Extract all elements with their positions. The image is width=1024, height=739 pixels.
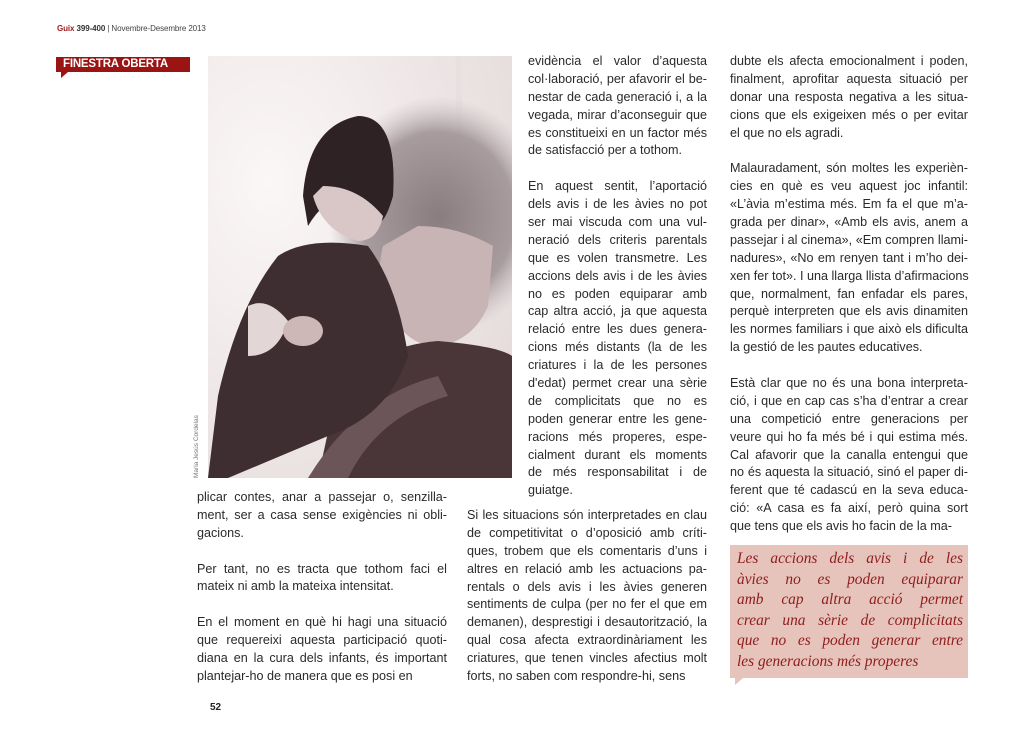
pull-quote-line: crear una sèrie de complicitats — [737, 611, 963, 629]
text-line: racions més properes, espe- — [528, 429, 707, 444]
text-line: que requereixi aquesta participació quoti- — [197, 633, 447, 648]
text-line: que tens que els avis ho facin de la ma- — [730, 519, 952, 534]
text-line: poden generar entre les gene- — [528, 411, 707, 426]
paragraph — [528, 53, 707, 160]
text-line: Està clar que no és una bona interpreta- — [730, 376, 968, 391]
text-line: passejar i al cinema», «Em compren llami- — [730, 232, 968, 247]
text-line: finalment, aprofitar aquesta situació per — [730, 71, 968, 86]
text-line: cies en què es veu aquest joc infantil: — [730, 179, 968, 194]
paragraph — [197, 489, 447, 543]
pull-quote-line: Les accions dels avis i de les — [737, 550, 963, 567]
photo-illustration — [208, 56, 512, 478]
text-line: d'edat) permet crear una sèrie — [528, 376, 707, 391]
text-line: de més responsabilitat i de — [528, 465, 707, 480]
text-line: altres en relació amb les actuacions pa- — [467, 561, 707, 576]
text-line: de satisfacció per a tothom. — [528, 143, 683, 158]
text-line: ferent que té cadascú en la seva educa- — [730, 483, 968, 498]
paragraph — [730, 160, 968, 357]
text-line: grada per dinar», «Amb els avis, anem a — [730, 215, 968, 230]
text-line: cions que els exigeixen més o per evitar — [730, 107, 968, 122]
text-line: qual cosa afecta extraordinàriament les — [467, 633, 707, 648]
text-line: el que no els agradi. — [730, 125, 844, 140]
text-line: sentiments de culpa (per no fer el que em — [467, 597, 707, 612]
text-line: «L’àvia m’estima més. Em fa el que m’a- — [730, 197, 968, 212]
header-separator: | — [105, 24, 112, 33]
text-line: es constitueixi en un factor més — [528, 125, 707, 140]
text-line: donar una resposta negativa a les situa- — [730, 89, 968, 104]
photo-grandmother-child — [208, 56, 512, 478]
text-line: forts, no saben com respondre-hi, sens — [467, 669, 686, 684]
text-line: accions dels avis i de les àvies — [528, 268, 707, 283]
text-line: plicar contes, anar a passejar o, senzilla- — [197, 490, 447, 504]
text-line: gacions. — [197, 525, 244, 540]
text-line: guiatge. — [528, 483, 573, 498]
text-line: que, normalment, fan enfadar els pares, — [730, 286, 968, 301]
text-line: criatures, que tenen vincles afectius molt — [467, 651, 707, 666]
issue-date: Novembre-Desembre 2013 — [111, 24, 206, 33]
text-line: relació entre les dues genera- — [528, 322, 707, 337]
pull-quote-text — [737, 549, 963, 673]
banner-tail — [61, 72, 68, 78]
text-line: ció: «A casa es fa així, però quina sort — [730, 501, 968, 516]
text-line: En aquest sentit, l’aportació — [528, 179, 707, 194]
text-line: evidència el valor d’aquesta — [528, 54, 707, 68]
text-line: vegada, mirar d’aconseguir que — [528, 107, 707, 122]
text-line: cap altra acció, ja que aquesta — [528, 304, 707, 319]
text-line: cialment durant els moments — [528, 447, 707, 462]
section-banner — [56, 57, 190, 72]
text-line: ser mai viscuda com una vul- — [528, 215, 707, 230]
text-line: dels avis i de les àvies no pot — [528, 197, 707, 212]
photo-credit: Maria Jesús Cordelas — [193, 415, 200, 478]
text-line: Si les situacions són interpretades en clau — [467, 508, 707, 522]
pull-quote-line: amb cap altra acció permet — [737, 591, 963, 609]
text-line: nadures», «No em renyen tant i m’ho dei- — [730, 250, 968, 265]
text-line: En el moment en què hi hagi una situació — [197, 615, 447, 630]
running-header — [57, 24, 206, 33]
text-line: les normes familiars i que això els dificulta — [730, 322, 968, 337]
text-line: no és aquesta la situació, sinó el paper di- — [730, 465, 968, 480]
text-column-2-bottom — [467, 507, 707, 686]
issue-number: 399-400 — [76, 24, 106, 33]
text-line: que es volen transmetre. Les — [528, 250, 707, 265]
pull-quote-tail — [735, 678, 743, 685]
pull-quote — [730, 545, 968, 678]
text-line: una competició entre generacions per — [730, 411, 968, 426]
text-line: veure qui ho fa més bé i qui estima més. — [730, 429, 968, 444]
pull-quote-line: les generacions més properes — [737, 652, 919, 670]
text-column-2-top — [528, 53, 707, 500]
text-line: demanen), desprestigi i desautorització, la — [467, 615, 707, 630]
magazine-name: Guix — [57, 24, 75, 33]
section-label: FINESTRA OBERTA — [63, 58, 168, 70]
text-line: Malauradament, són moltes les experièn- — [730, 161, 968, 176]
text-line: dubte els afecta emocionalment i poden, — [730, 54, 968, 68]
text-line: la gestió de les pautes educatives. — [730, 340, 923, 355]
text-line: rentals o dels avis i les àvies generen — [467, 579, 707, 594]
pull-quote-line: àvies no es poden equiparar — [737, 570, 963, 588]
text-line: no es poden equiparar amb — [528, 286, 707, 301]
text-line: xen fer tot». I una llarga llista d’afirmacions — [730, 268, 969, 283]
text-line: de complicitats que no es — [528, 393, 707, 408]
paragraph — [197, 614, 447, 686]
text-column-1 — [197, 489, 447, 686]
text-line: nestar de cada generació i, a la — [528, 89, 707, 104]
text-line: ques, trobem que els comentaris d’uns i — [467, 543, 707, 558]
text-line: diana en la cura dels infants, és important — [197, 651, 447, 666]
text-line: col·laboració, per afavorir el be- — [528, 71, 707, 86]
text-line: neració dels criteris parentals — [528, 232, 707, 247]
text-line: cions més distants (la de les — [528, 340, 707, 355]
paragraph — [467, 507, 707, 686]
pull-quote-line: que no es poden generar entre — [737, 632, 963, 650]
paragraph — [730, 53, 968, 142]
text-line: criatures i la de les persones — [528, 358, 707, 373]
text-line: de competitivitat o d’oposició amb críti- — [467, 525, 707, 540]
page-number: 52 — [210, 702, 222, 713]
text-column-3 — [730, 53, 968, 536]
text-line: ció, i que en cap cas s’ha d’entrar a crear — [730, 393, 968, 408]
text-line: perquè interpreten que els avis dinamiten — [730, 304, 968, 319]
paragraph — [528, 178, 707, 500]
text-line: ment, ser a casa sense exigències ni obli- — [197, 507, 447, 522]
text-line: plantejar-ho de manera que es posi en — [197, 668, 413, 683]
text-line: Cal afavorir que la canalla entengui que — [730, 447, 968, 462]
text-line: Per tant, no es tracta que tothom faci el — [197, 561, 447, 576]
text-line: mateix ni amb la mateixa intensitat. — [197, 579, 394, 594]
paragraph — [197, 561, 447, 597]
paragraph — [730, 375, 968, 536]
